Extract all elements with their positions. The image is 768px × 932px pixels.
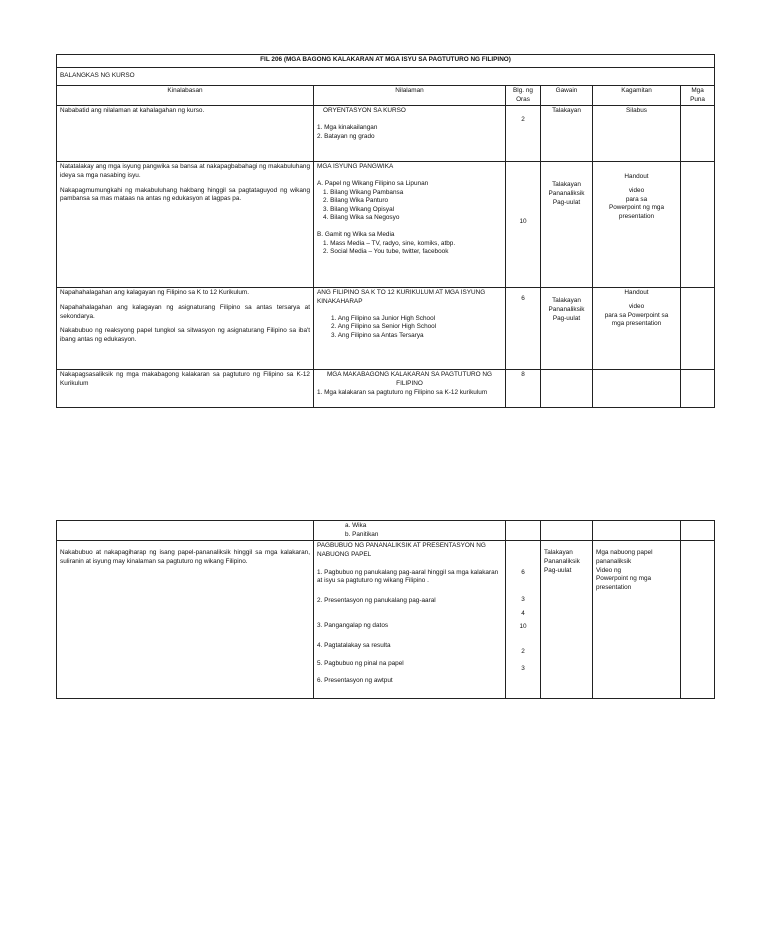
content-item: 2. Batayan ng grado [317, 132, 375, 140]
content-item: 5. Pagbubuo ng pinal na papel [317, 659, 404, 667]
remarks-cell [681, 106, 715, 162]
remarks-cell [681, 288, 715, 370]
materials-item: mga presentation [611, 320, 662, 328]
hours-cell [506, 288, 541, 370]
hours-value: 2 [521, 116, 525, 124]
outcome-text: Nababatid ang nilalaman at kahalagahan ng kurso. [60, 107, 205, 115]
table-header-row [57, 86, 715, 106]
outcome-text: Nakabubuo ng reaksyong papel tungkol sa sitwasyon ng asignaturang Filipino sa iba't ibang antas ng edukasyon. [60, 327, 310, 343]
materials-cell [593, 541, 681, 699]
content-item: 1. Mass Media – TV, radyo, sine, komiks, atbp. [323, 239, 456, 247]
content-cell [314, 106, 506, 162]
section-heading: A. Papel ng Wikang Filipino sa Lipunan [317, 179, 429, 187]
outcome-cell [57, 521, 314, 541]
content-item: 6. Presentasyon ng awtput [317, 677, 393, 685]
content-cell [314, 521, 506, 541]
content-item: 2. Bilang Wika Panturo [323, 197, 389, 205]
outcome-text: Napahahalagahan ang kalagayan ng Filipino sa K to 12 Kurikulum. [60, 289, 250, 297]
outcome-cell [57, 106, 314, 162]
course-title: FIL 206 (MGA BAGONG KALAKARAN AT MGA ISYU SA PAGTUTURO NG FILIPINO) [57, 55, 715, 68]
content-item: 2. Presentasyon ng panukalang pag-aaral [317, 596, 436, 604]
content-title: ANG FILIPINO SA K TO 12 KURIKULUM AT MGA ISYUNG KINAKAHARAP [317, 289, 486, 305]
outcome-cell [57, 162, 314, 288]
content-item: 1. Mga kinakailangan [317, 123, 378, 131]
content-item: 3. Ang Filipino sa Antas Tersarya [331, 331, 424, 339]
content-title: ORYENTASYON SA KURSO [323, 107, 406, 115]
outcome-cell [57, 541, 314, 699]
materials-item: para sa [625, 195, 648, 203]
materials-item: Handout [624, 289, 649, 297]
content-item: 3. Pangangalap ng datos [317, 622, 389, 630]
hours-cell [506, 541, 541, 699]
content-item: 4. Bilang Wika sa Negosyo [323, 214, 400, 222]
activity-item: Pag-uulat [552, 198, 581, 206]
header-gawain: Gawain [541, 86, 593, 106]
activity-item: Pananaliksik [544, 557, 580, 565]
materials-item: presentation [596, 583, 632, 591]
materials-item: pananaliksik [596, 557, 632, 565]
content-item: 1. Mga kalakaran sa pagtuturo ng Filipino sa K-12 kurikulum [317, 388, 488, 396]
hours-value: 6 [521, 295, 525, 303]
materials-item: Handout [624, 173, 649, 181]
activity-item: Pag-uulat [544, 566, 572, 574]
outcome-text: Nakapagsasaliksik ng mga makabagong kalakaran sa pagtuturo ng Filipino sa K-12 Kurikulum [60, 371, 310, 387]
content-title: PAGBUBUO NG PANANALIKSIK AT PRESENTASYON NG NABUONG PAPEL [317, 542, 486, 558]
remarks-cell [681, 521, 715, 541]
remarks-cell [681, 541, 715, 699]
outcome-text: Napahahalagahan ang kalagayan ng asignaturang Filipino sa antas tersarya at sekondarya. [60, 303, 310, 320]
activity-cell [541, 370, 593, 408]
materials-item: video [628, 302, 645, 310]
content-item: 1. Ang Filipino sa Junior High School [331, 314, 436, 322]
header-oras: Blg. ng Oras [506, 86, 541, 106]
content-item: 1. Pagbubuo ng panukalang pag-aaral hinggil sa mga kalakaran at isyu sa pagtuturo ng wikang Filipino . [317, 568, 499, 585]
hours-value: 4 [521, 609, 525, 617]
header-puna: Mga Puna [681, 86, 715, 106]
content-title: MGA ISYUNG PANGWIKA [317, 163, 394, 171]
table-row [57, 162, 715, 288]
table-row [57, 106, 715, 162]
outcome-text: Natatalakay ang mga isyung pangwika sa bansa at nakapagbabahagi ng makabuluhang ideya sa mga nasabing isyu. [60, 163, 310, 179]
content-item: 4. Pagtatalakay sa resulta [317, 642, 391, 650]
table-row [57, 521, 715, 541]
hours-cell [506, 106, 541, 162]
outcome-cell [57, 288, 314, 370]
header-kagamitan: Kagamitan [593, 86, 681, 106]
content-item: 2. Ang Filipino sa Senior High School [331, 323, 437, 331]
activity-cell [541, 162, 593, 288]
header-kinalabasan: Kinalabasan [57, 86, 314, 106]
activity-item: Talakayan [544, 549, 573, 557]
table-row [57, 370, 715, 408]
materials-cell [593, 521, 681, 541]
activity-item: Pag-uulat [552, 314, 581, 322]
hours-value: 3 [521, 665, 525, 673]
content-item: 2. Social Media – You tube, twitter, facebook [323, 248, 449, 256]
remarks-cell [681, 162, 715, 288]
syllabus-table [56, 54, 715, 408]
materials-cell [593, 288, 681, 370]
content-item: 3. Bilang Wikang Opisyal [323, 205, 395, 213]
materials-cell: Silabus [593, 106, 681, 162]
materials-cell [593, 162, 681, 288]
content-item: 1. Bilang Wikang Pambansa [323, 188, 404, 196]
content-item: b. Panitikan [345, 530, 379, 538]
table-row [57, 541, 715, 699]
materials-item: Mga nabuong papel [596, 549, 653, 557]
hours-value: 6 [521, 569, 525, 577]
hours-cell: 8 [506, 370, 541, 408]
hours-value: 10 [519, 218, 527, 226]
outcome-text: Nakapagmumungkahi ng makabuluhang hakbang hinggil sa pagtataguyod ng wikang pambansa sa mas mataas na antas ng edukasyon at lagpas pa. [60, 186, 310, 203]
section-heading: B. Gamit ng Wika sa Media [317, 231, 395, 239]
header-nilalaman: Nilalaman [314, 86, 506, 106]
materials-item: Video ng [596, 566, 622, 574]
hours-value: 10 [519, 623, 527, 631]
materials-item: para sa Powerpoint sa [604, 311, 669, 319]
activity-cell [541, 521, 593, 541]
content-cell [314, 541, 506, 699]
materials-item: video [628, 186, 645, 194]
content-title: MGA MAKABAGONG KALAKARAN SA PAGTUTURO NG FILIPINO [326, 371, 492, 387]
remarks-cell [681, 370, 715, 408]
activity-item: Talakayan [552, 181, 581, 189]
content-cell [314, 162, 506, 288]
hours-cell [506, 521, 541, 541]
content-cell [314, 370, 506, 408]
materials-cell [593, 370, 681, 408]
course-outline-heading: BALANGKAS NG KURSO [57, 68, 715, 86]
activity-cell [541, 288, 593, 370]
table-row [57, 288, 715, 370]
content-cell [314, 288, 506, 370]
activity-cell: Talakayan [541, 106, 593, 162]
activity-item: Pananaliksik [548, 305, 585, 313]
activity-cell [541, 541, 593, 699]
syllabus-table-continued [56, 520, 715, 699]
hours-value: 2 [521, 647, 525, 655]
outcome-cell [57, 370, 314, 408]
hours-cell [506, 162, 541, 288]
materials-item: Powerpoint ng mga [596, 575, 652, 583]
activity-item: Talakayan [552, 297, 581, 305]
content-item: a. Wika [345, 522, 367, 529]
outcome-text: Nakabubuo at nakapagiharap ng isang papel-pananaliksik hinggil sa mga kalakaran, suliranin at isyung may kinalaman sa pagtuturo ng wikang Filipino. [60, 549, 310, 565]
activity-item: Pananaliksik [548, 189, 585, 197]
hours-value: 3 [521, 595, 525, 603]
materials-item: presentation [618, 212, 655, 220]
materials-item: Powerpoint ng mga [608, 204, 665, 212]
